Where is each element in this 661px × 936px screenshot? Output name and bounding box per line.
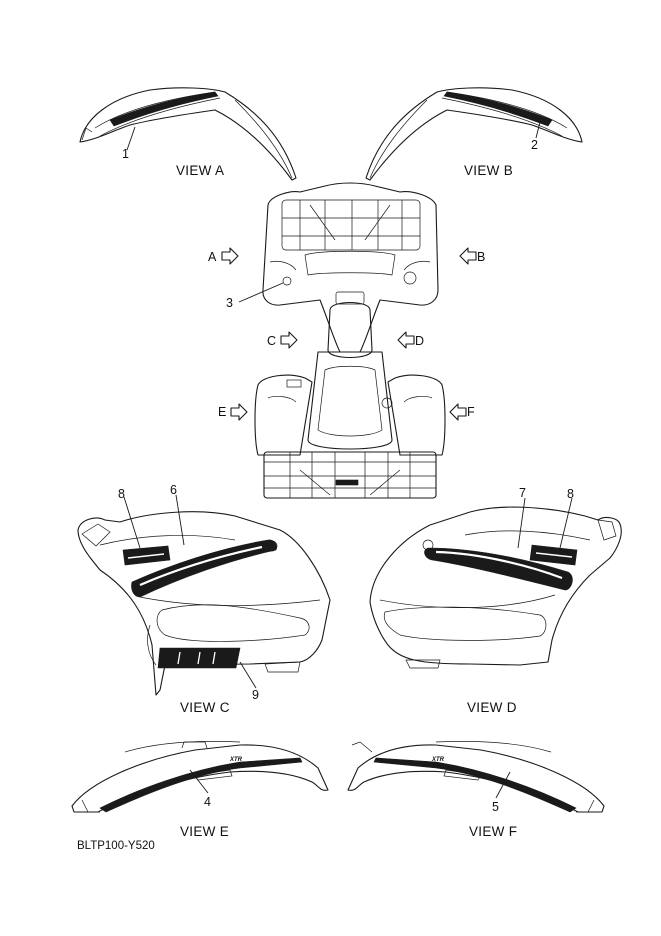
svg-text:XTR: XTR: [432, 757, 444, 763]
callout-6: 6: [170, 483, 177, 497]
view-d-label: VIEW D: [467, 700, 517, 715]
view-c-label: VIEW C: [180, 700, 230, 715]
arrow-b-letter: B: [477, 250, 486, 264]
view-d-side-cover-right: [370, 507, 621, 668]
callout-8-left: 8: [118, 487, 125, 501]
arrow-c: [267, 332, 297, 348]
callout-1: 1: [122, 147, 129, 161]
arrow-c-letter: C: [267, 334, 277, 348]
view-f-rear-fender-right: [348, 741, 604, 812]
arrow-b: [460, 248, 485, 264]
callout-3: 3: [226, 296, 233, 310]
view-c-side-cover-left: [78, 512, 330, 695]
callout-8-right: 8: [567, 487, 574, 501]
arrow-f: [450, 404, 475, 420]
arrow-d-letter: D: [415, 334, 425, 348]
callout-9: 9: [252, 688, 259, 702]
view-e-label: VIEW E: [180, 824, 230, 839]
arrow-d: [398, 332, 424, 348]
arrow-a: [208, 248, 238, 264]
svg-text:XTR: XTR: [230, 757, 242, 763]
callout-5: 5: [492, 800, 499, 814]
arrow-a-letter: A: [208, 250, 217, 264]
view-b-label: VIEW B: [464, 163, 514, 178]
view-a-label: VIEW A: [176, 163, 225, 178]
arrow-f-letter: F: [467, 405, 475, 419]
callout-2: 2: [531, 138, 538, 152]
drawing-code: BLTP100-Y520: [77, 840, 155, 852]
view-e-rear-fender-left: [72, 741, 328, 812]
callout-4: 4: [204, 795, 211, 809]
view-f-label: VIEW F: [469, 824, 518, 839]
arrow-e: [218, 404, 247, 420]
arrow-e-letter: E: [218, 405, 227, 419]
callout-7: 7: [519, 486, 526, 500]
